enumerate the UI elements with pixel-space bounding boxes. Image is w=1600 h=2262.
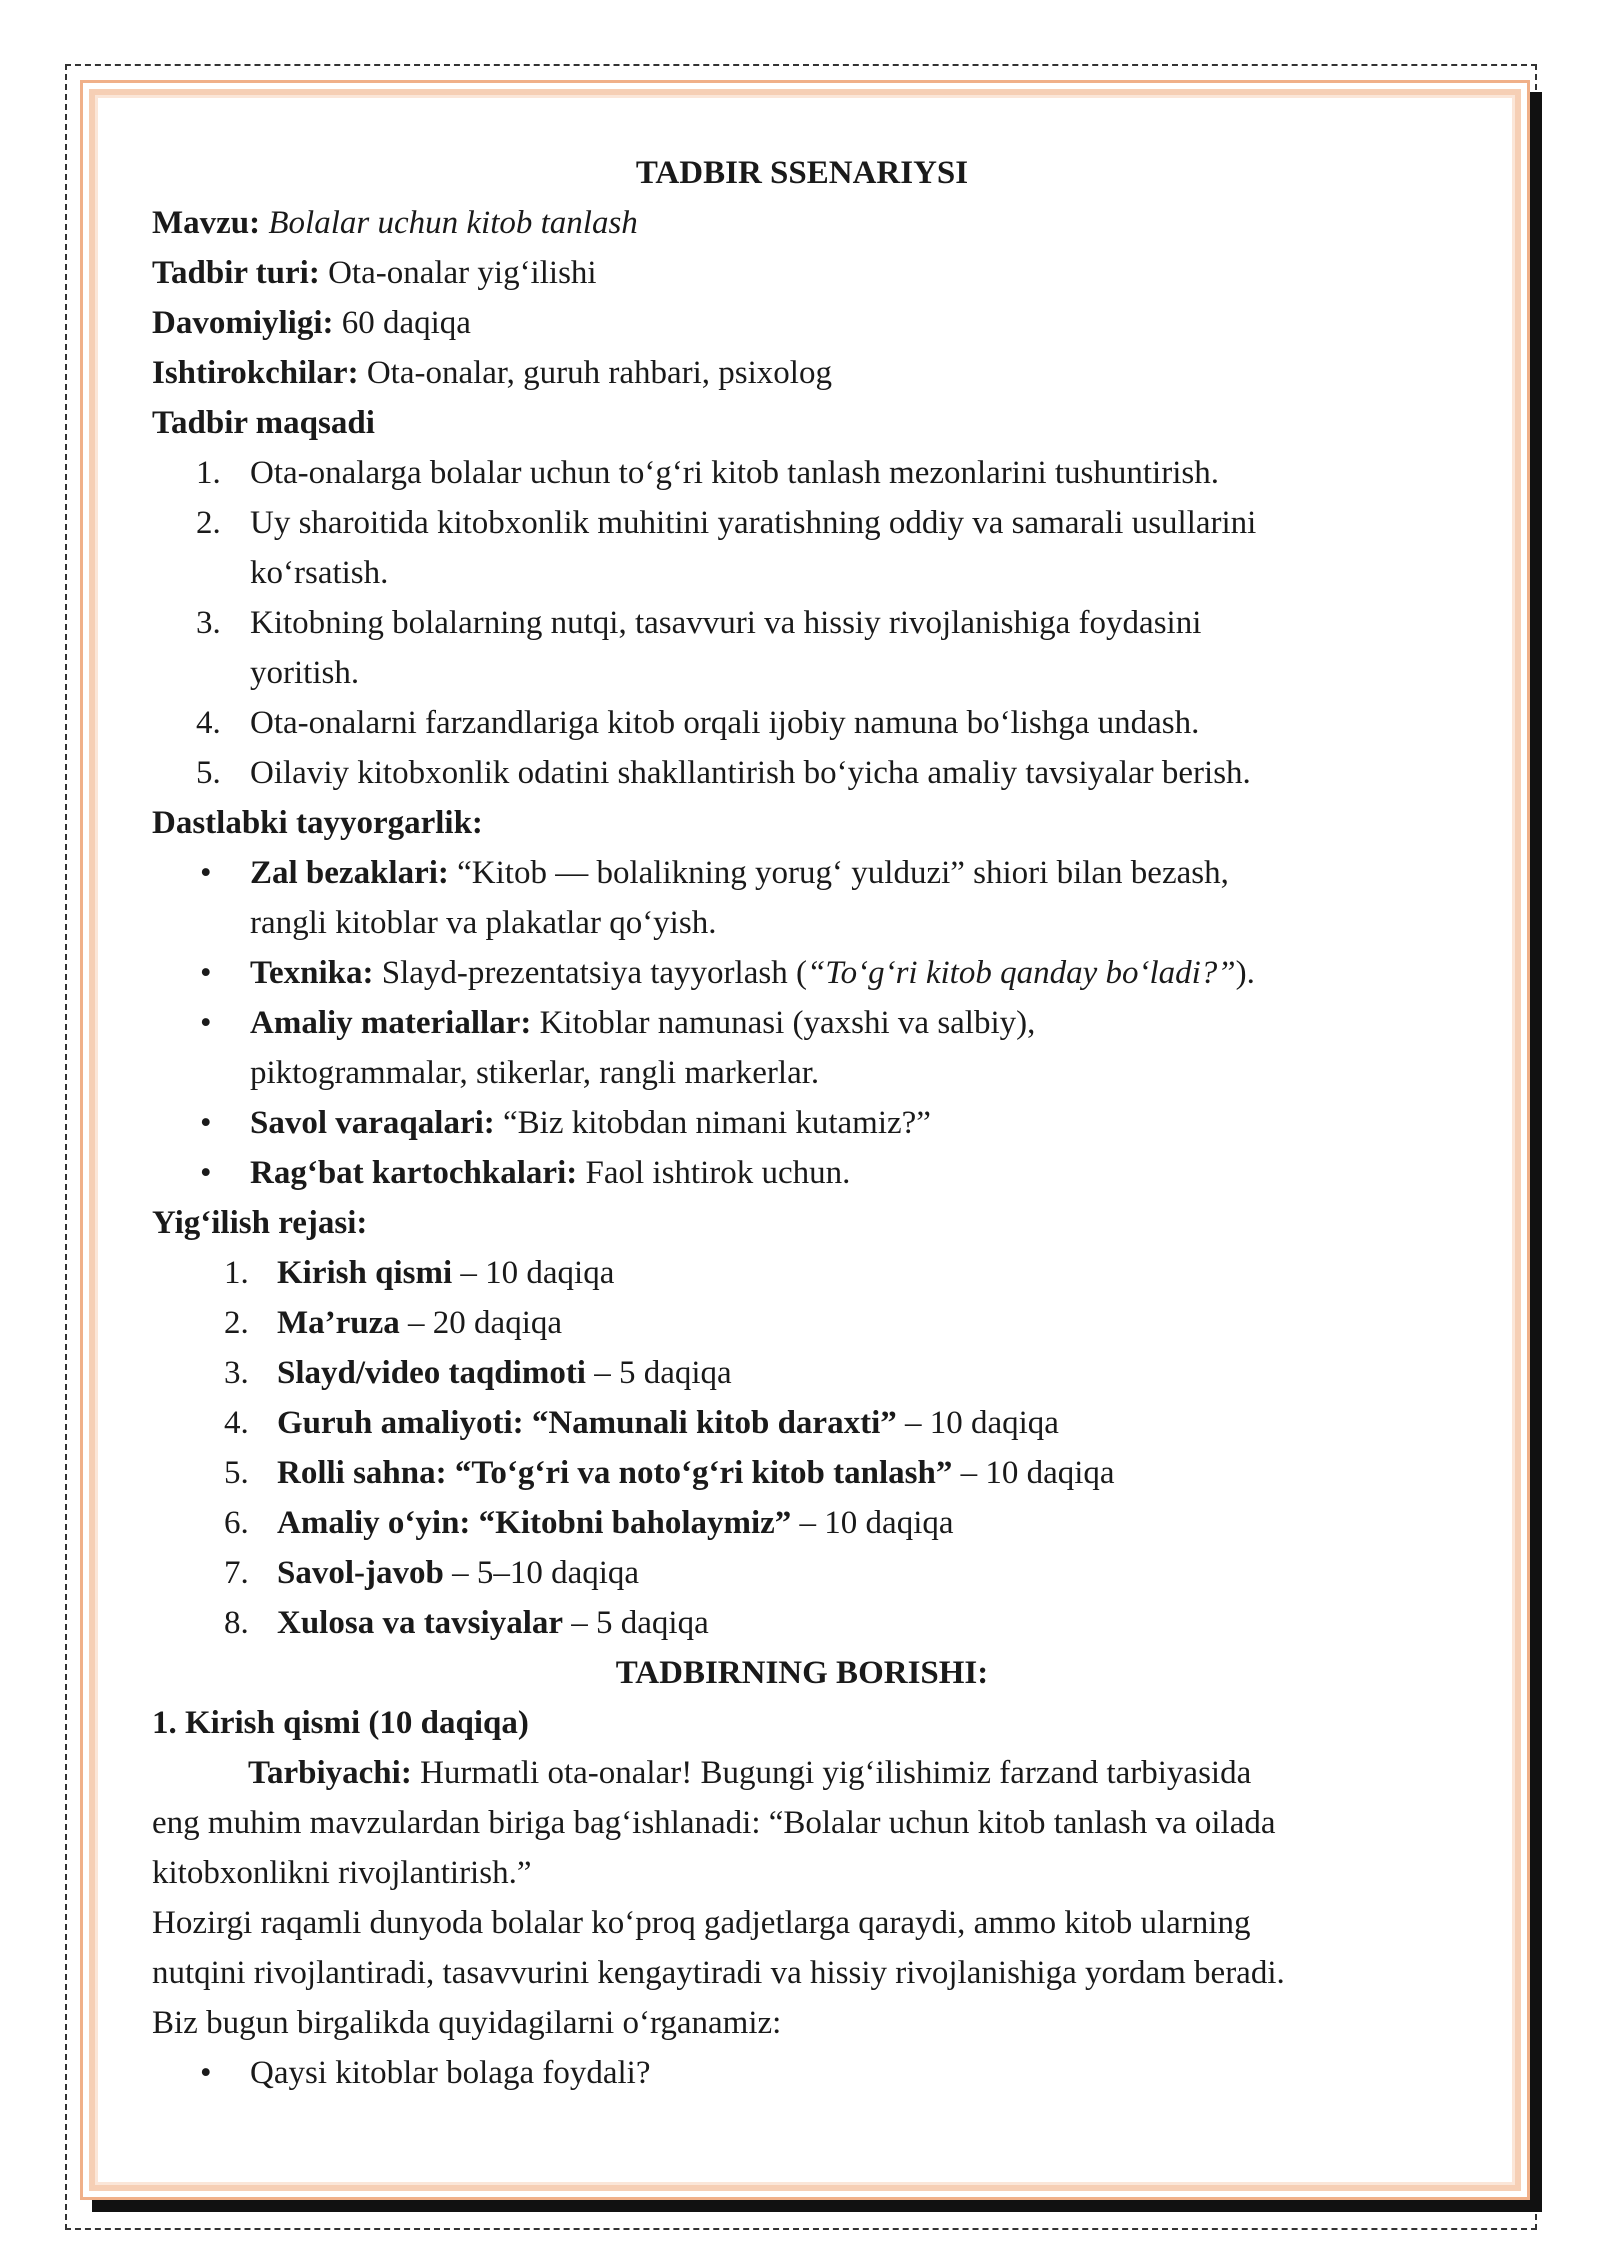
body-paragraph: Hozirgi raqamli dunyoda bolalar ko‘proq gadjetlarga qaraydi, ammo kitob ularning nutqini rivojlantiradi, tasavvurini kengaytiradi va hissiy rivojlanishiga yordam beradi. Biz bugun birgalikda quyidagilarni o‘rganamiz: [152, 1905, 1285, 2041]
plan-item: 1. Kirish qismi – 10 daqiqa [224, 1255, 615, 1291]
goal-item: 5. Oilaviy kitobxonlik odatini shakllantirish bo‘yicha amaliy tavsiyalar berish. [196, 755, 1251, 791]
plan-item: 5. Rolli sahna: “To‘g‘ri va noto‘g‘ri kitob tanlash” – 10 daqiqa [224, 1455, 1115, 1491]
meta-topic: Mavzu: Bolalar uchun kitob tanlash [152, 205, 638, 241]
goal-item: 3. Kitobning bolalarning nutqi, tasavvuri va hissiy rivojlanishiga foydasini yoritish. [196, 605, 1202, 691]
plan-item: 7. Savol-javob – 5–10 daqiqa [224, 1555, 640, 1591]
prep-item: • Texnika: Slayd-prezentatsiya tayyorlash (“To‘g‘ri kitob qanday bo‘ladi?”). [152, 948, 1452, 998]
question-item: • Qaysi kitoblar bolaga foydali? [152, 2048, 1452, 2098]
bullet-icon: • [200, 1005, 212, 1041]
meta-type: Tadbir turi: Ota-onalar yig‘ilishi [152, 255, 597, 291]
meta-participants: Ishtirokchilar: Ota-onalar, guruh rahbari, psixolog [152, 355, 832, 391]
document-content [152, 148, 1452, 2098]
meta-duration: Davomiyligi: 60 daqiqa [152, 305, 471, 341]
plan-list [152, 1248, 1452, 1648]
bullet-icon: • [200, 2055, 212, 2091]
prep-item: • Zal bezaklari: “Kitob — bolalikning yorug‘ yulduzi” shiori bilan bezash, rangli kitoblar va plakatlar qo‘yish. [152, 848, 1452, 948]
bullet-icon: • [200, 1105, 212, 1141]
prep-list [152, 848, 1452, 1198]
questions-list [152, 2048, 1452, 2098]
speaker-paragraph: Tarbiyachi: Hurmatli ota-onalar! Bugungi yig‘ilishimiz farzand tarbiyasida eng muhim mavzulardan biriga bag‘ishlanadi: “Bolalar uchun kitob tanlash va oilada kitobxonlikni rivojlantirish.” [152, 1755, 1276, 1891]
goal-item: 1. Ota-onalarga bolalar uchun to‘g‘ri kitob tanlash mezonlarini tushuntirish. [196, 455, 1219, 491]
goal-item: 2. Uy sharoitida kitobxonlik muhitini yaratishning oddiy va samarali usullarini ko‘rsatish. [196, 505, 1257, 591]
bullet-icon: • [200, 855, 212, 891]
section-heading: 1. Kirish qismi (10 daqiqa) [152, 1705, 529, 1741]
prep-item: • Rag‘bat kartochkalari: Faol ishtirok uchun. [152, 1148, 1452, 1198]
progress-heading: TADBIRNING BORISHI: [615, 1655, 989, 1691]
prep-heading: Dastlabki tayyorgarlik: [152, 805, 483, 841]
goals-list [152, 448, 1452, 798]
prep-item: • Savol varaqalari: “Biz kitobdan nimani kutamiz?” [152, 1098, 1452, 1148]
document-title: TADBIR SSENARIYSI [635, 155, 969, 191]
plan-heading: Yig‘ilish rejasi: [152, 1205, 368, 1241]
prep-item: • Amaliy materiallar: Kitoblar namunasi (yaxshi va salbiy), piktogrammalar, stikerlar, rangli markerlar. [152, 998, 1452, 1098]
goals-heading: Tadbir maqsadi [152, 405, 375, 441]
plan-item: 2. Ma’ruza – 20 daqiqa [224, 1305, 563, 1341]
plan-item: 4. Guruh amaliyoti: “Namunali kitob daraxti” – 10 daqiqa [224, 1405, 1059, 1441]
plan-item: 3. Slayd/video taqdimoti – 5 daqiqa [224, 1355, 732, 1391]
bullet-icon: • [200, 955, 212, 991]
goal-item: 4. Ota-onalarni farzandlariga kitob orqali ijobiy namuna bo‘lishga undash. [196, 705, 1200, 741]
bullet-icon: • [200, 1155, 212, 1191]
plan-item: 8. Xulosa va tavsiyalar – 5 daqiqa [224, 1605, 709, 1641]
plan-item: 6. Amaliy o‘yin: “Kitobni baholaymiz” – 10 daqiqa [224, 1505, 954, 1541]
